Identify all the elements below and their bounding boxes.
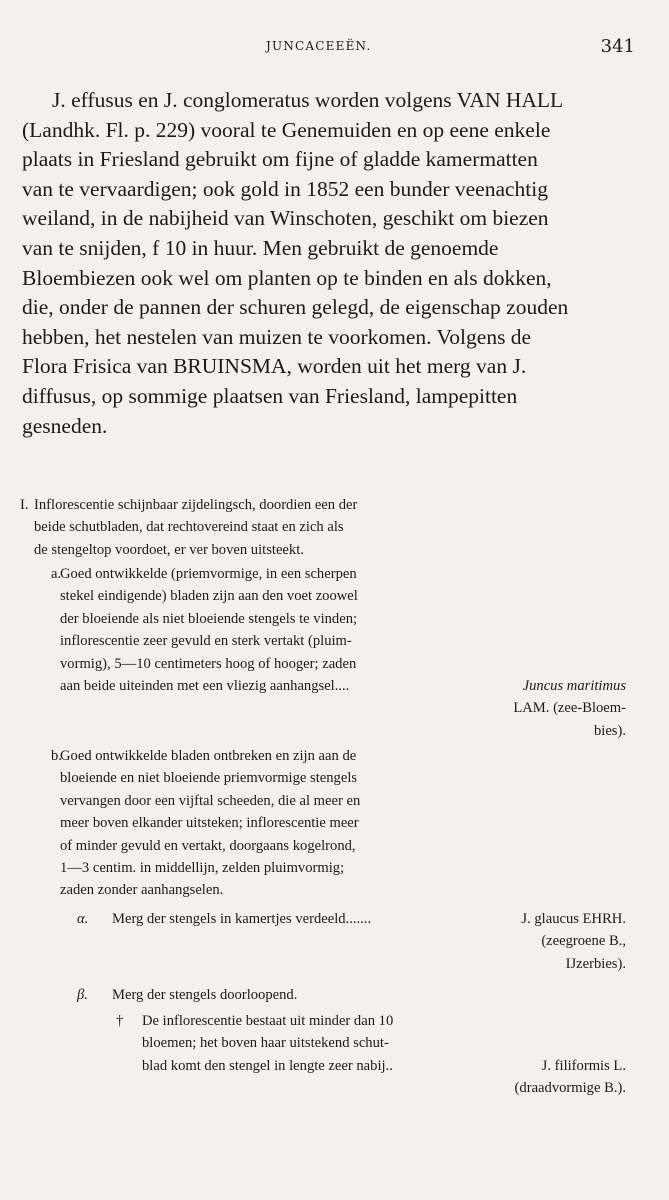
- key-entry-a: [20, 563, 646, 743]
- key-line: Goed ontwikkelde bladen ontbreken en zijn aan de: [60, 748, 357, 764]
- key-label: α.: [77, 911, 89, 927]
- key-entry-dagger: [20, 1010, 646, 1100]
- species-common: (draadvormige B.).: [514, 1080, 626, 1097]
- key-line: beide schutbladen, dat rechtovereind staat en zich als: [34, 519, 344, 536]
- key-line: vervangen door een vijftal scheeden, die al meer en: [60, 792, 361, 809]
- key-line: Merg der stengels doorloopend.: [112, 987, 298, 1003]
- key-entry-alpha: [20, 908, 646, 978]
- text-line: van te vervaardigen; ook gold in 1852 een bunder veenachtig: [22, 176, 548, 201]
- key-line: Merg der stengels in kamertjes verdeeld.......: [112, 911, 372, 927]
- key-label: a.: [51, 566, 62, 582]
- key-line: 1—3 centim. in middellijn, zelden pluimvormig;: [60, 859, 345, 876]
- key-line: Goed ontwikkelde (priemvormige, in een scherpen: [60, 566, 357, 582]
- key-label: β.: [77, 987, 88, 1003]
- key-entry-I: [20, 494, 646, 561]
- key-line: zaden zonder aanhangselen.: [60, 882, 224, 899]
- text-line: weiland, in de nabijheid van Winschoten, geschikt om biezen: [22, 206, 549, 231]
- identification-key: [20, 494, 646, 1102]
- species-name: [521, 908, 626, 975]
- page-header: [0, 36, 669, 60]
- text-line: J. effusus en J. conglomeratus worden volgens VAN HALL: [52, 88, 564, 112]
- key-line: stekel eindigende) bladen zijn aan den voet zoowel: [60, 588, 358, 605]
- key-entry-beta: [20, 984, 646, 1008]
- text-line: Flora Frisica van BRUINSMA, worden uit het merg van J.: [22, 354, 527, 379]
- species-latin: Juncus maritimus: [522, 678, 626, 694]
- key-label: I.: [20, 497, 29, 513]
- species-common: IJzerbies).: [565, 955, 626, 972]
- dagger-mark: †: [116, 1013, 124, 1029]
- species-name: [513, 675, 626, 742]
- page-number: 341: [600, 36, 635, 57]
- key-line: Inflorescentie schijnbaar zijdelingsch, doordien een der: [34, 497, 358, 513]
- key-line: bloeiende en niet bloeiende priemvormige stengels: [60, 770, 358, 787]
- species-name: [515, 1055, 626, 1100]
- species-latin: J. filiformis L.: [541, 1058, 626, 1074]
- species-author: LAM. (zee-Bloem-: [513, 700, 626, 717]
- text-line: (Landhk. Fl. p. 229) vooral te Genemuiden en op eene enkele: [22, 117, 551, 142]
- key-line: der bloeiende als niet bloeiende stengels te vinden;: [60, 610, 358, 627]
- key-line: aan beide uiteinden met een vliezig aanhangsel....: [60, 677, 350, 694]
- text-line: Bloembiezen ook wel om planten op te binden en als dokken,: [22, 265, 552, 290]
- key-line: blad komt den stengel in lengte zeer nabij..: [142, 1057, 393, 1074]
- key-label: b.: [51, 748, 62, 764]
- key-line: inflorescentie zeer gevuld en sterk vertakt (pluim-: [60, 633, 352, 650]
- key-line: meer boven elkander uitsteken; inflorescentie meer: [60, 815, 359, 832]
- text-line: die, onder de pannen der schuren gelegd, de eigenschap zouden: [22, 295, 569, 320]
- text-line: van te snijden, f 10 in huur. Men gebruikt de genoemde: [22, 235, 499, 260]
- key-line: de stengeltop voordoet, er ver boven uitsteekt.: [34, 541, 304, 558]
- key-line: bloemen; het boven haar uitstekend schut-: [142, 1035, 389, 1052]
- species-common: (zeegroene B.,: [541, 933, 626, 950]
- running-head: JUNCACEEËN.: [266, 39, 372, 53]
- species-common: bies).: [593, 722, 626, 739]
- text-line: gesneden.: [22, 413, 108, 438]
- key-line: of minder gevuld en vertakt, doorgaans kogelrond,: [60, 837, 356, 854]
- species-latin: J. glaucus EHRH.: [521, 911, 626, 927]
- text-line: hebben, het nestelen van muizen te voorkomen. Volgens de: [22, 324, 532, 349]
- main-paragraph: [22, 86, 646, 441]
- key-line: De inflorescentie bestaat uit minder dan 10: [142, 1013, 394, 1029]
- text-line: diffusus, op sommige plaatsen van Friesland, lampepitten: [22, 383, 518, 408]
- key-entry-b: [20, 745, 646, 906]
- text-line: plaats in Friesland gebruikt om fijne of gladde kamermatten: [22, 147, 538, 172]
- key-line: vormig), 5—10 centimeters hoog of hooger; zaden: [60, 655, 357, 672]
